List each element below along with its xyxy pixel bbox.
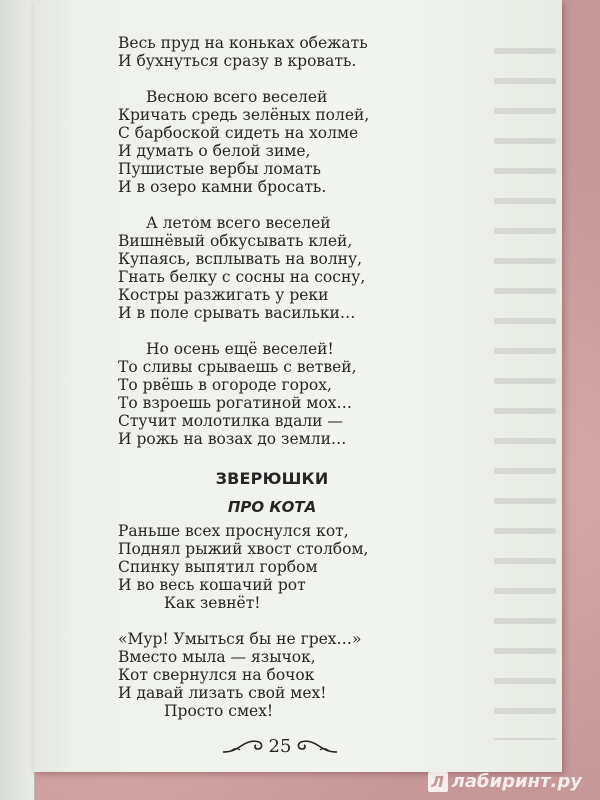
watermark-text: лабиринт.ру — [451, 771, 582, 792]
verse-line: Но осень ещё веселей! — [146, 340, 334, 358]
labirint-logo-icon: Л — [428, 772, 448, 792]
page-footer — [210, 733, 350, 759]
verse-line: Весь пруд на коньках обежать — [118, 34, 368, 52]
verse-line: То рвёшь в огороде горох, — [118, 376, 332, 394]
verse-line: «Мур! Умыться бы не грех…» — [118, 630, 362, 648]
page-number: 25 — [268, 735, 292, 757]
verse-line: И думать о белой зиме, — [118, 142, 311, 160]
section-title: ЗВЕРЮШКИ — [215, 469, 329, 488]
verse-line: И во весь кошачий рот — [118, 576, 306, 594]
verse-line: И бухнуться сразу в кровать. — [118, 52, 357, 70]
page-text — [118, 34, 418, 738]
verse-line: То сливы срываешь с ветвей, — [118, 358, 357, 376]
verse-line: А летом всего веселей — [146, 214, 331, 232]
stanza — [118, 340, 418, 448]
verse-line: Как зевнёт! — [164, 594, 261, 612]
verse-line: Гнать белку с сосны на сосну, — [118, 268, 366, 286]
verse-line: Просто смех! — [164, 702, 274, 720]
verse-line: Спинку выпятил горбом — [118, 558, 318, 576]
verse-line: И давай лизать свой мех! — [118, 684, 327, 702]
watermark — [428, 771, 582, 792]
verse-line: Костры разжигать у реки — [118, 286, 329, 304]
verse-line: Вместо мыла — язычок, — [118, 648, 316, 666]
stanza — [118, 34, 418, 70]
verse-line: Стучит молотилка вдали — — [118, 412, 343, 430]
verse-line: Весною всего веселей — [146, 88, 328, 106]
left-page-edge — [0, 0, 35, 800]
verse-line: И в озеро камни бросать. — [118, 178, 327, 196]
bleed-through-text — [486, 40, 556, 740]
left-ornament-icon — [221, 736, 265, 756]
verse-line: Вишнёвый обкусывать клей, — [118, 232, 353, 250]
verse-line: Купаясь, всплывать на волну, — [118, 250, 363, 268]
verse-line: И в поле срывать васильки… — [118, 304, 356, 322]
stanza — [118, 522, 418, 612]
stanza — [118, 630, 418, 720]
verse-line: Раньше всех проснулся кот, — [118, 522, 349, 540]
verse-line: И рожь на возах до земли… — [118, 430, 347, 448]
right-ornament-icon — [295, 736, 339, 756]
stanza — [118, 88, 418, 196]
poem-title: ПРО КОТА — [227, 498, 317, 516]
verse-line: Поднял рыжий хвост столбом, — [118, 540, 369, 558]
verse-line: Кот свернулся на бочок — [118, 666, 315, 684]
verse-line: То взроешь рогатиной мох… — [118, 394, 353, 412]
verse-line: Пушистые вербы ломать — [118, 160, 321, 178]
verse-line: С барбоской сидеть на холме — [118, 124, 359, 142]
verse-line: Кричать средь зелёных полей, — [118, 106, 370, 124]
stanza — [118, 214, 418, 322]
